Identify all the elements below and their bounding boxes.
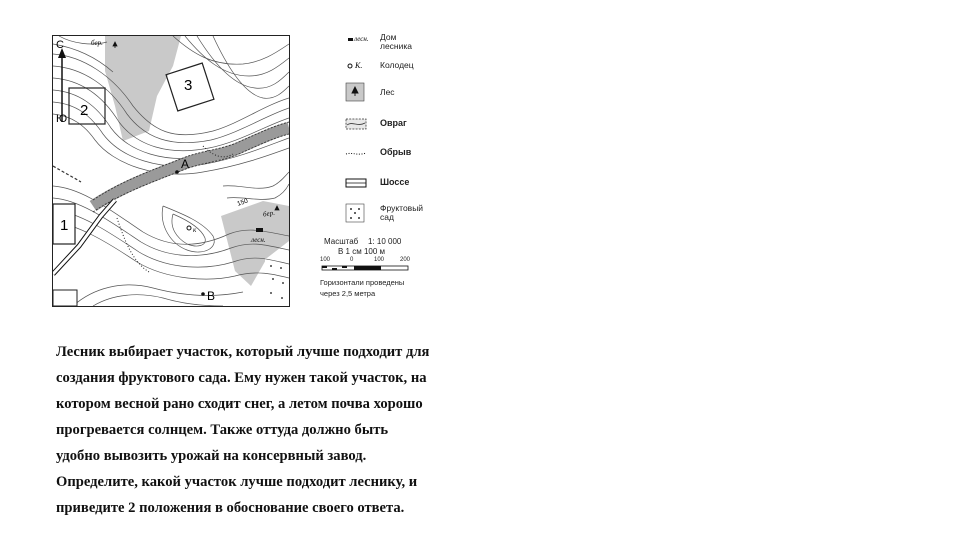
forest-label-north: бер. <box>91 39 103 47</box>
contour-note-line-1: Горизонтали проведены <box>320 278 405 287</box>
forest-label-east: бер. <box>262 208 276 219</box>
scale-tick-label: 0 <box>350 257 354 263</box>
orchard-area <box>265 258 289 306</box>
legend-item-highway <box>320 174 460 194</box>
scale-bar <box>320 265 416 273</box>
orchard-symbol <box>344 202 368 222</box>
forest-area-north <box>105 36 181 141</box>
task-line: Лесник выбирает участок, который лучше подходит для <box>56 344 430 360</box>
forester-house-label: лесн. <box>251 236 266 244</box>
scale-title: Масштаб <box>324 237 359 246</box>
map-canvas <box>53 36 289 306</box>
task-line: котором весной рано сходит снег, а летом почва хорошо <box>56 396 423 412</box>
plot-label-1: 1 <box>60 217 69 234</box>
legend-item-well <box>320 57 460 77</box>
secondary-road <box>53 166 81 182</box>
point-b-label: В <box>207 289 216 303</box>
map-inset-corner <box>53 290 77 306</box>
legend-item-ravine <box>320 115 460 135</box>
ravine-edge-bottom <box>93 134 289 212</box>
scale-tick-label: 100 <box>320 257 331 263</box>
legend-label-orchard: Фруктовый сад <box>380 203 424 222</box>
legend-item-cliff <box>320 144 460 164</box>
legend-label-forester-house: Дом лесника <box>380 32 413 51</box>
task-line: создания фруктового сада. Ему нужен такой участок, на <box>56 370 427 386</box>
task-line: приведите 2 положения в обоснование своего ответа. <box>56 500 405 516</box>
task-paragraph <box>56 339 536 521</box>
plot-label-3: 3 <box>184 77 193 94</box>
task-line: удобно вывозить урожай на консервный завод. <box>56 448 367 464</box>
legend-label-forest: Лес <box>380 87 395 97</box>
legend-label-well: Колодец <box>380 60 414 70</box>
legend-label-ravine: Овраг <box>380 118 407 128</box>
compass-south-label: Ю <box>56 113 68 125</box>
contour-note-line-2: через 2,5 метра <box>320 289 376 298</box>
task-line: прогревается солнцем. Также оттуда должно быть <box>56 422 389 438</box>
cliff-symbol <box>344 144 368 164</box>
scale-ratio: 1: 10 000 <box>368 237 402 246</box>
ravine-symbol <box>344 115 368 135</box>
legend-label-cliff: Обрыв <box>380 147 412 157</box>
legend-item-forest <box>320 82 460 106</box>
task-line: Определите, какой участок лучше подходит леснику, и <box>56 474 418 490</box>
svg-text:К.: К. <box>355 61 363 70</box>
well-symbol <box>344 57 368 77</box>
plot-label-2: 2 <box>80 102 89 119</box>
legend-label-highway: Шоссе <box>380 177 410 187</box>
compass-north-label: С <box>56 39 64 51</box>
svg-text:лесн.: лесн. <box>354 35 369 43</box>
topographic-map <box>52 35 290 307</box>
legend-item-orchard <box>320 202 460 228</box>
well-marker <box>187 226 191 230</box>
cliff-line-1 <box>117 218 149 272</box>
point-b-marker <box>201 292 205 296</box>
map-legend <box>320 30 460 305</box>
scale-tick-label: 100 <box>374 257 385 263</box>
point-a-marker <box>175 170 179 174</box>
point-a-label: А <box>181 157 190 171</box>
forest-symbol <box>344 82 368 102</box>
contour-value-label: 150 <box>236 197 249 208</box>
scale-note: В 1 см 100 м <box>338 247 386 256</box>
legend-item-forester-house <box>320 32 460 52</box>
forester-house <box>256 228 263 232</box>
forester-house-symbol <box>344 32 368 52</box>
scale-tick-label: 200 <box>400 257 411 263</box>
highway-symbol <box>344 174 368 194</box>
well-label: к <box>193 226 197 234</box>
